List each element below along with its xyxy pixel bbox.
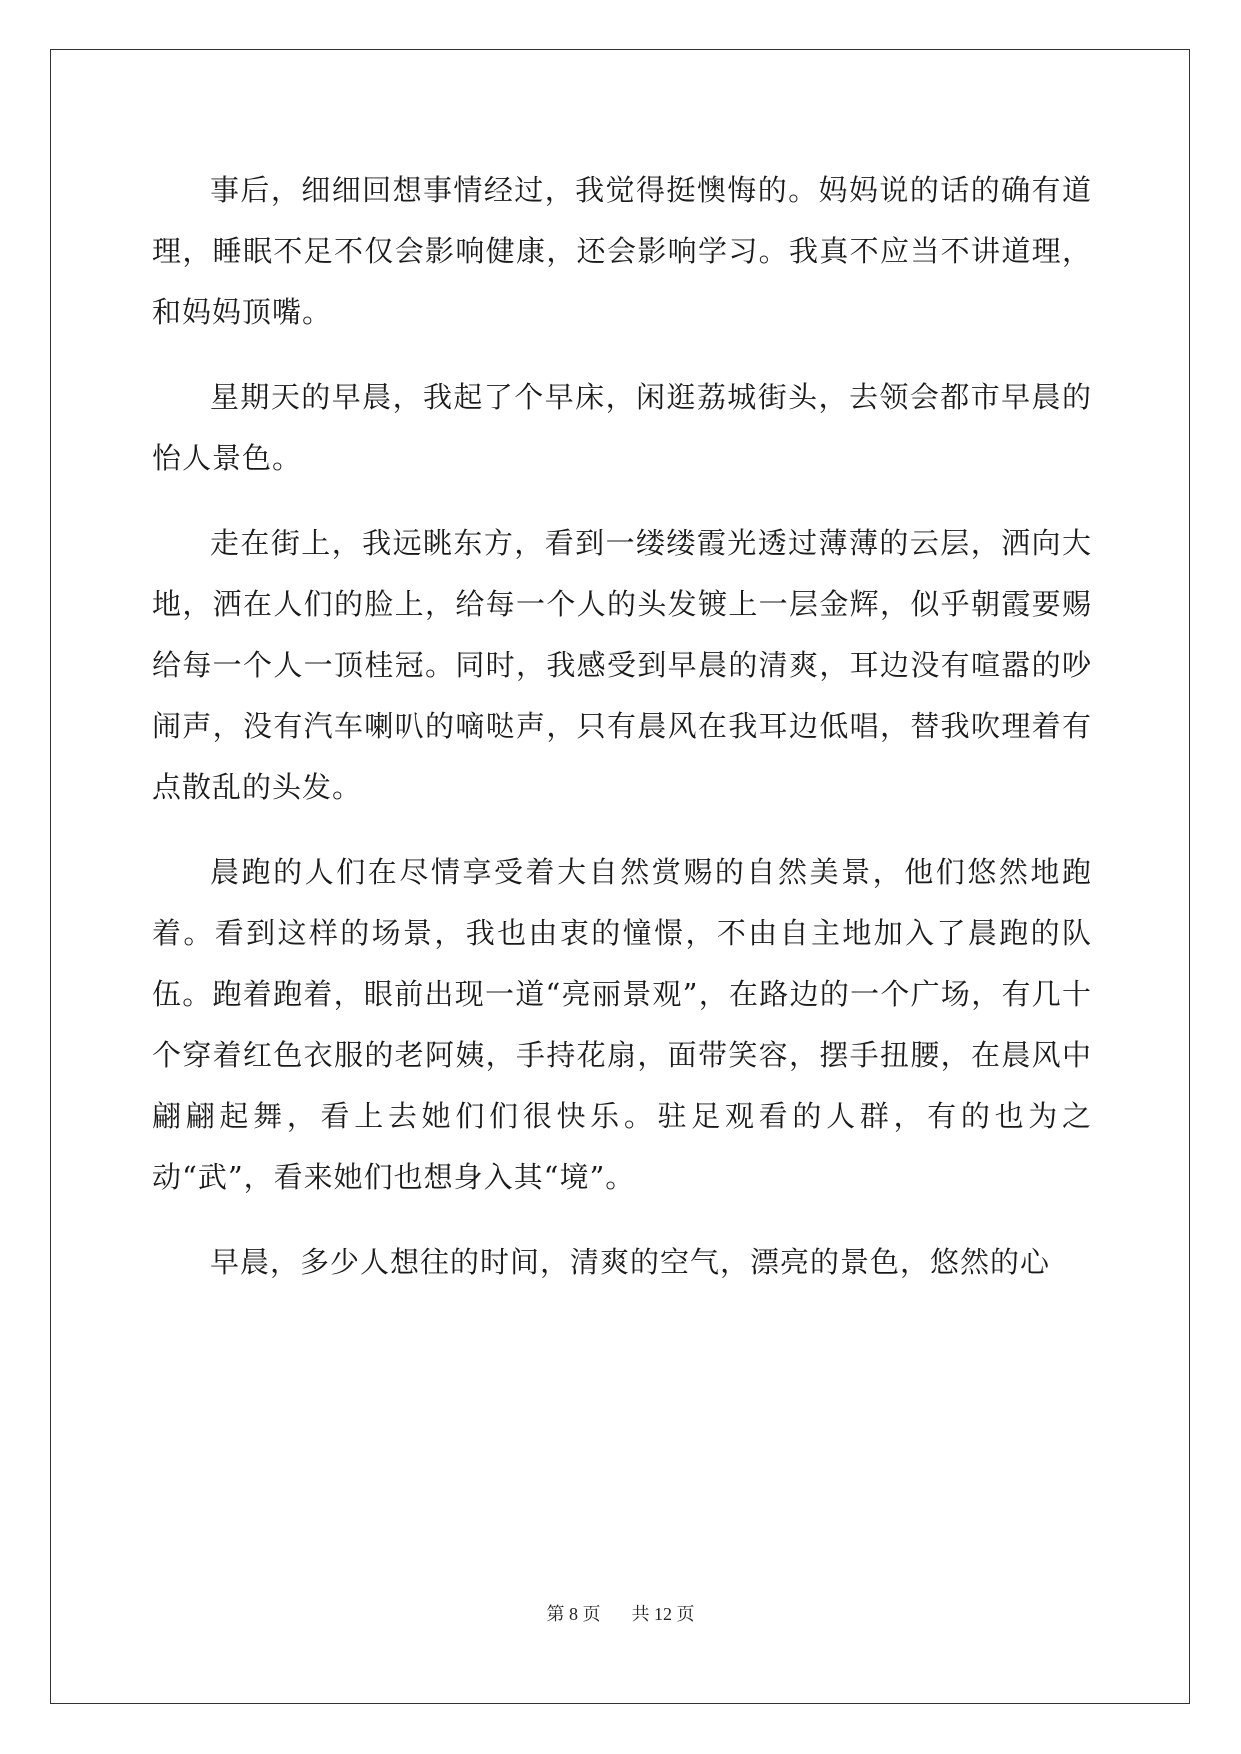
page-footer [0,1600,1241,1626]
document-body [152,160,1092,1293]
paragraph-5: 早晨，多少人想往的时间，清爽的空气，漂亮的景色，悠然的心 [210,1245,1051,1279]
paragraph-1: 事后，细细回想事情经过，我觉得挺懊悔的。妈妈说的话的确有道理，睡眠不足不仅会影响健康，还会影响学习。我真不应当不讲道理，和妈妈顶嘴。 [152,173,1092,329]
paragraph-2: 星期天的早晨，我起了个早床，闲逛荔城街头，去领会都市早晨的怡人景色。 [152,380,1092,475]
page-number: 第 8 页 [546,1604,601,1624]
paragraph-3: 走在街上，我远眺东方，看到一缕缕霞光透过薄薄的云层，洒向大地，洒在人们的脸上，给每一个人的头发镀上一层金辉，似乎朝霞要赐给每一个人一顶桂冠。同时，我感受到早晨的清爽，耳边没有喧嚣的吵闹声，没有汽车喇叭的嘀哒声，只有晨风在我耳边低唱，替我吹理着有点散乱的头发。 [152,526,1092,804]
total-pages: 共 12 页 [631,1604,695,1624]
paragraph-4: 晨跑的人们在尽情享受着大自然赏赐的自然美景，他们悠然地跑着。看到这样的场景，我也由衷的憧憬，不由自主地加入了晨跑的队伍。跑着跑着，眼前出现一道“亮丽景观”，在路边的一个广场，有几十个穿着红色衣服的老阿姨，手持花扇，面带笑容，摆手扭腰，在晨风中翩翩起舞，看上去她们们很快乐。驻足观看的人群，有的也为之动“武”，看来她们也想身入其“境”。 [152,855,1092,1194]
